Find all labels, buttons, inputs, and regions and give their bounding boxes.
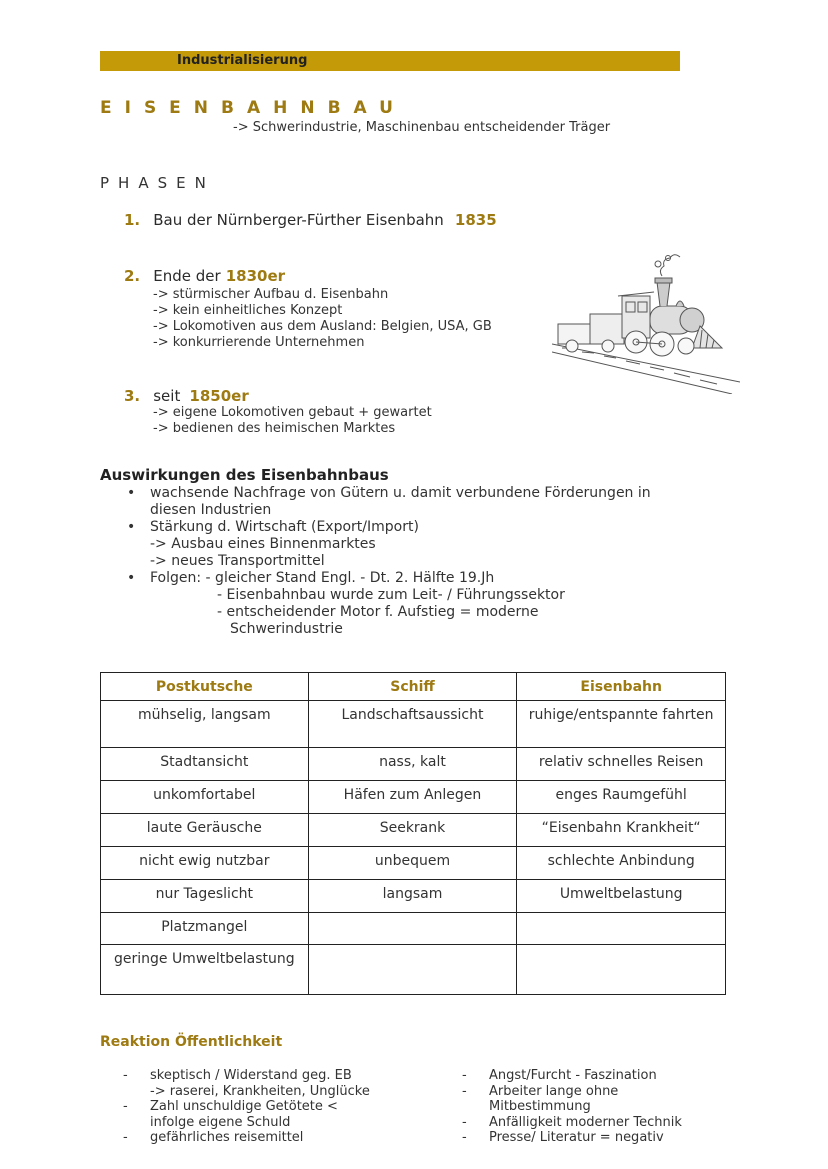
page-subtitle: -> Schwerindustrie, Maschinenbau entscheidender Träger (233, 120, 611, 135)
table-cell: geringe Umweltbelastung (101, 945, 309, 995)
dash-icon: - (462, 1083, 467, 1099)
steam-locomotive-icon (552, 252, 740, 394)
list-item-line: Folgen: - gleicher Stand Engl. - Dt. 2. Hälfte 19.Jh (150, 570, 495, 586)
phase-2 (124, 266, 285, 285)
list-item (462, 1115, 782, 1131)
list-item-line: Schwerindustrie (230, 621, 343, 637)
auswirkungen-list (127, 485, 727, 638)
table-cell (517, 913, 726, 945)
dash-icon: - (123, 1099, 128, 1114)
table-cell: Stadtansicht (101, 748, 309, 781)
list-item-line: Angst/Furcht - Faszination (489, 1068, 657, 1083)
bullet-icon: • (127, 519, 136, 535)
column-header: Eisenbahn (517, 673, 726, 701)
list-item-line: infolge eigene Schuld (150, 1114, 291, 1130)
list-item (127, 519, 727, 570)
table-row (101, 913, 726, 945)
table-cell: laute Geräusche (101, 814, 309, 847)
phase-year: 1830er (225, 267, 286, 285)
reaktion-heading: Reaktion Öffentlichkeit (100, 1034, 283, 1050)
table-cell: ruhige/entspannte fahrten (517, 701, 726, 748)
table-cell: Landschaftsaussicht (308, 701, 517, 748)
phase-number: 3. (124, 387, 141, 405)
phase-note: -> stürmischer Aufbau d. Eisenbahn (153, 287, 389, 302)
table-row (101, 781, 726, 814)
phase-note: -> Lokomotiven aus dem Ausland: Belgien, USA, GB (153, 319, 492, 334)
list-item-line: skeptisch / Widerstand geg. EB (150, 1068, 352, 1083)
table-cell: enges Raumgefühl (517, 781, 726, 814)
banner-title: Industrialisierung (177, 53, 308, 68)
table-cell: nicht ewig nutzbar (101, 847, 309, 880)
phase-1 (124, 210, 497, 229)
list-item-line: -> Ausbau eines Binnenmarktes (150, 536, 376, 552)
reaktion-right-list (462, 1068, 782, 1146)
table-cell: mühselig, langsam (101, 701, 309, 748)
list-item (123, 1130, 433, 1146)
comparison-table (100, 672, 726, 995)
table-cell: “Eisenbahn Krankheit“ (517, 814, 726, 847)
list-item-line: Anfälligkeit moderner Technik (489, 1114, 682, 1130)
table-row (101, 701, 726, 748)
table-cell: Seekrank (308, 814, 517, 847)
table-cell: Platzmangel (101, 913, 309, 945)
auswirkungen-heading: Auswirkungen des Eisenbahnbaus (100, 466, 389, 484)
bullet-icon: • (127, 485, 136, 501)
list-item-line: Stärkung d. Wirtschaft (Export/Import) (150, 519, 419, 535)
phase-3 (124, 386, 249, 405)
phase-3-notes (153, 405, 432, 437)
dash-icon: - (123, 1068, 128, 1083)
reaktion-left-list (123, 1068, 433, 1146)
list-item (462, 1084, 782, 1115)
table-cell (517, 945, 726, 995)
phase-number: 2. (124, 267, 141, 285)
column-header: Schiff (308, 673, 517, 701)
phase-note: -> bedienen des heimischen Marktes (153, 421, 396, 436)
list-item (127, 485, 727, 519)
table-cell: langsam (308, 880, 517, 913)
table-cell: Umweltbelastung (517, 880, 726, 913)
list-item-line: Zahl unschuldige Getötete < (150, 1099, 338, 1114)
header-banner (100, 51, 680, 71)
table-row (101, 748, 726, 781)
list-item-line: Arbeiter lange ohne (489, 1083, 619, 1099)
table-cell: unkomfortabel (101, 781, 309, 814)
list-item-line: gefährliches reisemittel (150, 1130, 304, 1145)
dash-icon: - (462, 1114, 467, 1130)
table-cell: nur Tageslicht (101, 880, 309, 913)
phase-year: 1835 (454, 211, 497, 229)
table-header-row (101, 673, 726, 701)
phase-2-notes (153, 287, 492, 351)
dash-icon: - (123, 1130, 128, 1145)
table-cell (308, 945, 517, 995)
list-item-line: Mitbestimmung (489, 1099, 591, 1114)
list-item (123, 1099, 433, 1130)
list-item-line: - entscheidender Motor f. Aufstieg = moderne (217, 604, 539, 620)
list-item-line: Presse/ Literatur = negativ (489, 1130, 664, 1145)
list-item (462, 1130, 782, 1146)
bullet-icon: • (127, 570, 136, 586)
phase-note: -> eigene Lokomotiven gebaut + gewartet (153, 405, 432, 420)
phase-text: seit (153, 387, 181, 405)
phasen-heading: PHASEN (100, 174, 215, 192)
table-row (101, 814, 726, 847)
table-cell: schlechte Anbindung (517, 847, 726, 880)
phase-year: 1850er (189, 387, 249, 405)
dash-icon: - (462, 1130, 467, 1145)
list-item-line: -> neues Transportmittel (150, 553, 325, 569)
column-header: Postkutsche (101, 673, 309, 701)
phase-note: -> konkurrierende Unternehmen (153, 335, 365, 350)
table-cell (308, 913, 517, 945)
dash-icon: - (462, 1068, 467, 1083)
phase-text: Ende der (153, 267, 221, 285)
list-item-line: wachsende Nachfrage von Gütern u. damit verbundene Förderungen in (150, 485, 651, 501)
table-cell: Häfen zum Anlegen (308, 781, 517, 814)
table-row (101, 880, 726, 913)
list-item (123, 1068, 433, 1099)
list-item-line: diesen Industrien (150, 502, 272, 518)
phase-text: Bau der Nürnberger-Fürther Eisenbahn (153, 211, 444, 229)
list-item-line: -> raserei, Krankheiten, Unglücke (150, 1083, 370, 1099)
table-row (101, 847, 726, 880)
table-cell: unbequem (308, 847, 517, 880)
table-cell: nass, kalt (308, 748, 517, 781)
list-item-line: - Eisenbahnbau wurde zum Leit- / Führungssektor (217, 587, 565, 603)
list-item (462, 1068, 782, 1084)
table-cell: relativ schnelles Reisen (517, 748, 726, 781)
table-row (101, 945, 726, 995)
list-item (127, 570, 727, 638)
phase-number: 1. (124, 211, 141, 229)
phase-note: -> kein einheitliches Konzept (153, 303, 343, 318)
page-title: EISENBAHNBAU (100, 98, 406, 118)
